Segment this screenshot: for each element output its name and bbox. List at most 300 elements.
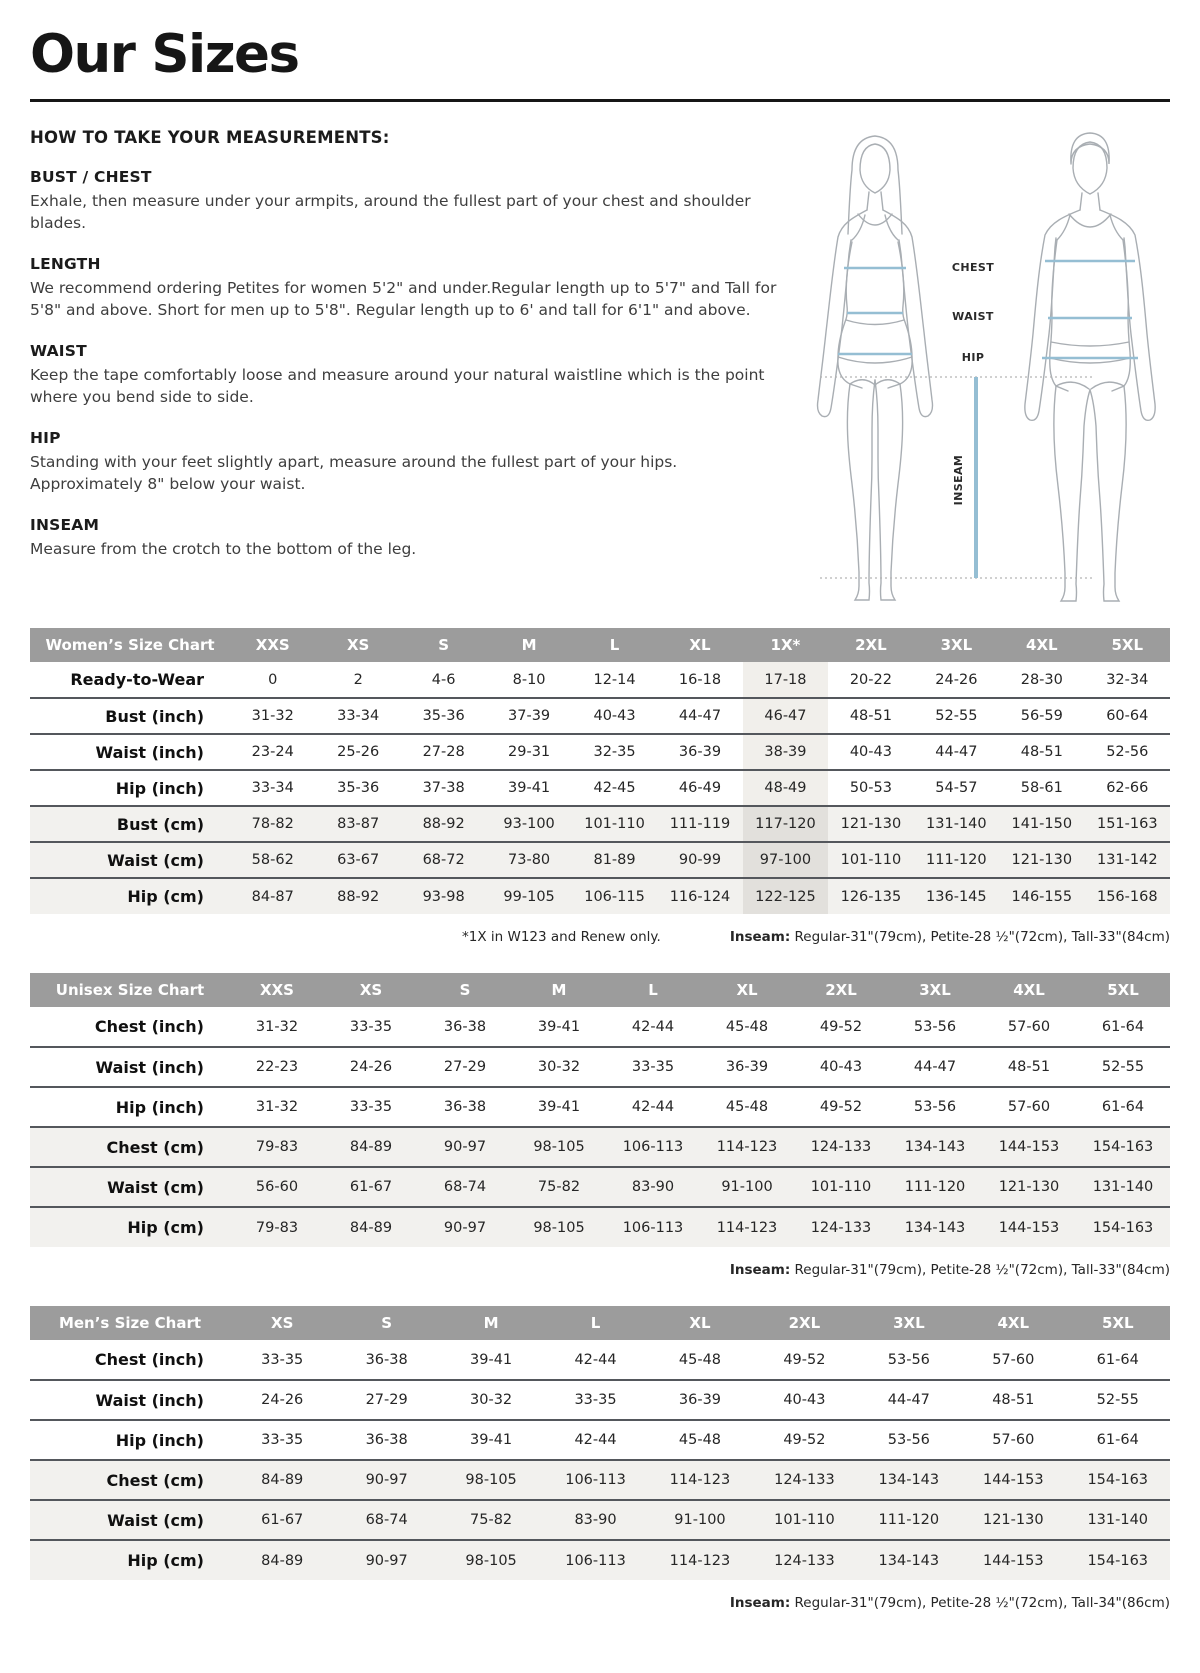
size-column-header: 2XL bbox=[794, 973, 888, 1007]
size-cell: 78-82 bbox=[230, 806, 315, 842]
size-cell: 98-105 bbox=[512, 1127, 606, 1167]
size-cell: 91-100 bbox=[648, 1500, 752, 1540]
size-cell: 35-36 bbox=[337, 780, 380, 796]
unisex-size-chart bbox=[30, 973, 1170, 1247]
size-cell: 90-97 bbox=[334, 1460, 438, 1500]
row-label: Ready-to-Wear bbox=[70, 670, 204, 689]
size-column-header: 4XL bbox=[982, 973, 1076, 1007]
size-cell: 73-80 bbox=[486, 842, 571, 878]
guide-section-length bbox=[30, 255, 788, 321]
size-cell: 144-153 bbox=[961, 1540, 1065, 1580]
size-cell: 49-52 bbox=[819, 1099, 863, 1115]
size-cell: 99-105 bbox=[486, 878, 571, 914]
row-label: Bust (cm) bbox=[30, 806, 230, 842]
size-cell: 91-100 bbox=[700, 1167, 794, 1207]
size-column-header: 2XL bbox=[752, 1306, 856, 1340]
size-cell: 24-26 bbox=[349, 1059, 393, 1075]
size-cell: 52-55 bbox=[935, 708, 978, 724]
size-column-header: M bbox=[439, 1306, 543, 1340]
size-cell: 42-44 bbox=[574, 1432, 617, 1448]
size-cell: 23-24 bbox=[251, 744, 294, 760]
size-cell: 60-64 bbox=[1106, 708, 1149, 724]
size-cell: 31-32 bbox=[251, 708, 294, 724]
size-cell: 68-74 bbox=[418, 1167, 512, 1207]
table-row bbox=[30, 734, 1170, 770]
size-cell: 121-130 bbox=[828, 806, 913, 842]
size-cell: 53-56 bbox=[913, 1099, 957, 1115]
size-cell: 33-35 bbox=[349, 1018, 393, 1035]
size-cell: 90-97 bbox=[418, 1127, 512, 1167]
size-cell: 141-150 bbox=[999, 806, 1084, 842]
size-cell: 44-47 bbox=[678, 708, 722, 724]
table-row bbox=[30, 1380, 1170, 1420]
mens-size-chart bbox=[30, 1306, 1170, 1580]
size-cell: 134-143 bbox=[857, 1540, 961, 1580]
size-cell: 42-44 bbox=[574, 1351, 617, 1368]
row-label: Chest (inch) bbox=[94, 1350, 204, 1369]
table-row bbox=[30, 1047, 1170, 1087]
size-cell: 39-41 bbox=[508, 780, 551, 796]
size-cell: 53-56 bbox=[887, 1432, 930, 1448]
size-cell: 33-34 bbox=[337, 708, 380, 724]
size-cell: 30-32 bbox=[470, 1392, 513, 1408]
inseam-note-text: Regular-31"(79cm), Petite-28 ½"(72cm), Tall-33"(84cm) bbox=[794, 929, 1170, 945]
size-cell: 48-51 bbox=[849, 708, 892, 724]
table-row bbox=[30, 1540, 1170, 1580]
size-cell: 36-38 bbox=[365, 1351, 408, 1368]
size-cell: 58-61 bbox=[1020, 780, 1063, 796]
size-column-header: L bbox=[543, 1306, 647, 1340]
size-cell: 83-87 bbox=[315, 806, 400, 842]
size-cell: 61-64 bbox=[1101, 1018, 1145, 1035]
size-cell: 27-28 bbox=[422, 744, 465, 760]
size-cell: 12-14 bbox=[593, 671, 636, 688]
womens-chart-footnotes bbox=[30, 929, 1170, 945]
measurement-instructions bbox=[30, 128, 788, 560]
size-cell: 106-113 bbox=[543, 1540, 647, 1580]
size-cell: 39-41 bbox=[470, 1351, 513, 1368]
section-title: LENGTH bbox=[30, 255, 101, 273]
size-column-header: 5XL bbox=[1085, 628, 1170, 662]
size-cell: 68-74 bbox=[334, 1500, 438, 1540]
size-cell: 79-83 bbox=[230, 1127, 324, 1167]
size-cell: 122-125 bbox=[743, 878, 828, 914]
table-row bbox=[30, 1500, 1170, 1540]
guide-section-inseam bbox=[30, 516, 788, 560]
size-column-header: S bbox=[334, 1306, 438, 1340]
row-label: Hip (cm) bbox=[30, 878, 230, 914]
size-column-header: XS bbox=[315, 628, 400, 662]
size-cell: 124-133 bbox=[794, 1127, 888, 1167]
body-measurement-illustration bbox=[792, 130, 1170, 610]
size-cell: 57-60 bbox=[1007, 1099, 1051, 1115]
row-label: Waist (inch) bbox=[95, 1390, 204, 1410]
size-cell: 101-110 bbox=[828, 842, 913, 878]
row-label: Hip (inch) bbox=[115, 1430, 204, 1450]
size-cell: 75-82 bbox=[512, 1167, 606, 1207]
size-cell: 45-48 bbox=[725, 1018, 769, 1035]
size-cell: 45-48 bbox=[678, 1432, 722, 1448]
inseam-note-label: Inseam: bbox=[729, 1595, 791, 1611]
size-column-header: XS bbox=[230, 1306, 334, 1340]
inseam-label: INSEAM bbox=[952, 454, 965, 506]
size-cell: 81-89 bbox=[572, 842, 657, 878]
size-cell: 90-97 bbox=[418, 1207, 512, 1247]
size-cell: 90-97 bbox=[334, 1540, 438, 1580]
size-cell: 56-59 bbox=[1020, 708, 1063, 724]
size-cell: 53-56 bbox=[887, 1351, 930, 1368]
size-column-header: XL bbox=[657, 628, 742, 662]
section-body: Keep the tape comfortably loose and measure around your natural waistline which is the point where you bend side to side. bbox=[30, 366, 765, 406]
size-cell: 84-89 bbox=[324, 1207, 418, 1247]
size-cell: 52-55 bbox=[1096, 1392, 1139, 1408]
size-cell: 61-64 bbox=[1101, 1099, 1145, 1115]
size-cell: 93-98 bbox=[401, 878, 486, 914]
row-label: Waist (inch) bbox=[95, 742, 204, 762]
size-cell: 154-163 bbox=[1076, 1127, 1170, 1167]
size-cell: 156-168 bbox=[1085, 878, 1170, 914]
table-title: Women’s Size Chart bbox=[30, 628, 230, 662]
size-cell: 40-43 bbox=[849, 744, 892, 760]
size-cell: 98-105 bbox=[439, 1460, 543, 1500]
size-cell: 37-39 bbox=[508, 708, 551, 724]
size-cell: 57-60 bbox=[992, 1432, 1035, 1448]
size-cell: 54-57 bbox=[935, 780, 978, 796]
size-cell: 48-49 bbox=[743, 770, 828, 806]
size-column-header: L bbox=[572, 628, 657, 662]
size-cell: 111-120 bbox=[914, 842, 999, 878]
size-cell: 22-23 bbox=[255, 1059, 299, 1075]
size-cell: 46-47 bbox=[743, 698, 828, 734]
size-cell: 79-83 bbox=[230, 1207, 324, 1247]
table-row bbox=[30, 1420, 1170, 1460]
inseam-note-text: Regular-31"(79cm), Petite-28 ½"(72cm), Tall-33"(84cm) bbox=[794, 1262, 1170, 1278]
size-cell: 36-39 bbox=[678, 1392, 722, 1408]
size-cell: 37-38 bbox=[422, 780, 465, 796]
size-cell: 30-32 bbox=[537, 1059, 581, 1075]
size-cell: 45-48 bbox=[725, 1099, 769, 1115]
size-cell: 111-120 bbox=[888, 1167, 982, 1207]
size-cell: 50-53 bbox=[849, 780, 892, 796]
table-row bbox=[30, 1127, 1170, 1167]
size-cell: 61-67 bbox=[230, 1500, 334, 1540]
section-body: We recommend ordering Petites for women 5'2" and under.Regular length up to 5'7" and Tall for 5'8" and above. Short for men up to 5'8". Regular length up to 6' and tall for 6'1" and above. bbox=[30, 279, 777, 319]
row-label: Chest (cm) bbox=[30, 1127, 230, 1167]
table-title: Unisex Size Chart bbox=[30, 973, 230, 1007]
size-cell: 131-142 bbox=[1085, 842, 1170, 878]
size-column-header: XS bbox=[324, 973, 418, 1007]
size-cell: 93-100 bbox=[486, 806, 571, 842]
size-cell: 33-35 bbox=[631, 1059, 675, 1075]
size-cell: 124-133 bbox=[752, 1460, 856, 1500]
size-cell: 32-35 bbox=[593, 744, 636, 760]
size-cell: 121-130 bbox=[999, 842, 1084, 878]
row-label: Bust (inch) bbox=[105, 706, 204, 726]
size-cell: 106-113 bbox=[606, 1127, 700, 1167]
size-cell: 144-153 bbox=[982, 1127, 1076, 1167]
size-cell: 154-163 bbox=[1066, 1460, 1171, 1500]
section-title: INSEAM bbox=[30, 516, 100, 534]
size-cell: 17-18 bbox=[743, 662, 828, 698]
section-body: Standing with your feet slightly apart, measure around the fullest part of your hips. Approximately 8" below your waist. bbox=[30, 453, 678, 493]
size-cell: 56-60 bbox=[230, 1167, 324, 1207]
size-cell: 57-60 bbox=[992, 1351, 1035, 1368]
size-cell: 131-140 bbox=[1076, 1167, 1170, 1207]
size-cell: 24-26 bbox=[935, 671, 978, 688]
size-cell: 39-41 bbox=[537, 1099, 581, 1115]
size-column-header: 4XL bbox=[999, 628, 1084, 662]
unisex-chart-footnotes bbox=[30, 1262, 1170, 1278]
size-cell: 36-38 bbox=[443, 1099, 487, 1115]
size-cell: 101-110 bbox=[572, 806, 657, 842]
section-body: Exhale, then measure under your armpits, around the fullest part of your chest and shoulder blades. bbox=[30, 192, 751, 232]
size-cell: 63-67 bbox=[315, 842, 400, 878]
size-column-header: 4XL bbox=[961, 1306, 1065, 1340]
size-cell: 48-51 bbox=[1020, 744, 1063, 760]
size-cell: 111-120 bbox=[857, 1500, 961, 1540]
unisex-inseam-note bbox=[730, 1262, 1170, 1278]
size-cell: 97-100 bbox=[743, 842, 828, 878]
size-column-header: M bbox=[486, 628, 571, 662]
size-column-header: XL bbox=[700, 973, 794, 1007]
size-cell: 111-119 bbox=[657, 806, 742, 842]
size-cell: 84-87 bbox=[230, 878, 315, 914]
row-label: Hip (inch) bbox=[115, 1097, 204, 1117]
chest-label: CHEST bbox=[951, 261, 995, 274]
size-cell: 106-113 bbox=[543, 1460, 647, 1500]
size-column-header: S bbox=[418, 973, 512, 1007]
size-cell: 101-110 bbox=[794, 1167, 888, 1207]
size-cell: 134-143 bbox=[857, 1460, 961, 1500]
size-cell: 8-10 bbox=[512, 671, 546, 688]
size-cell: 33-35 bbox=[349, 1099, 393, 1115]
size-cell: 25-26 bbox=[337, 744, 380, 760]
size-cell: 124-133 bbox=[794, 1207, 888, 1247]
measurement-lines bbox=[838, 261, 1138, 578]
size-cell: 24-26 bbox=[261, 1392, 304, 1408]
table-title: Men’s Size Chart bbox=[30, 1306, 230, 1340]
section-title: HIP bbox=[30, 429, 61, 447]
size-cell: 36-39 bbox=[678, 744, 722, 760]
size-cell: 101-110 bbox=[752, 1500, 856, 1540]
size-cell: 31-32 bbox=[255, 1099, 299, 1115]
size-cell: 32-34 bbox=[1106, 671, 1149, 688]
size-cell: 144-153 bbox=[982, 1207, 1076, 1247]
size-cell: 106-115 bbox=[572, 878, 657, 914]
size-cell: 33-35 bbox=[261, 1351, 304, 1368]
size-cell: 126-135 bbox=[828, 878, 913, 914]
row-label: Waist (cm) bbox=[30, 1500, 230, 1540]
size-cell: 131-140 bbox=[1066, 1500, 1171, 1540]
size-cell: 83-90 bbox=[606, 1167, 700, 1207]
size-cell: 44-47 bbox=[913, 1059, 957, 1075]
how-to-heading: HOW TO TAKE YOUR MEASUREMENTS: bbox=[30, 128, 390, 147]
table-row bbox=[30, 1087, 1170, 1127]
male-figure-outline bbox=[1025, 133, 1155, 601]
size-cell: 42-45 bbox=[593, 780, 636, 796]
size-column-header: 2XL bbox=[828, 628, 913, 662]
inseam-note-label: Inseam: bbox=[729, 1262, 791, 1278]
womens-1x-note: *1X in W123 and Renew only. bbox=[462, 929, 661, 945]
size-cell: 98-105 bbox=[512, 1207, 606, 1247]
size-cell: 44-47 bbox=[935, 744, 978, 760]
table-row bbox=[30, 878, 1170, 914]
size-cell: 42-44 bbox=[631, 1099, 675, 1115]
size-cell: 134-143 bbox=[888, 1127, 982, 1167]
measurement-diagram bbox=[788, 128, 1170, 610]
size-cell: 16-18 bbox=[678, 671, 722, 688]
size-cell: 49-52 bbox=[783, 1351, 826, 1368]
size-column-header: S bbox=[401, 628, 486, 662]
womens-size-chart bbox=[30, 628, 1170, 914]
female-figure-outline bbox=[818, 136, 933, 600]
size-column-header: XXS bbox=[230, 628, 315, 662]
size-cell: 84-89 bbox=[230, 1460, 334, 1500]
size-column-header: XXS bbox=[230, 973, 324, 1007]
table-row bbox=[30, 1007, 1170, 1047]
size-cell: 40-43 bbox=[593, 708, 636, 724]
size-cell: 151-163 bbox=[1085, 806, 1170, 842]
size-cell: 36-38 bbox=[365, 1432, 408, 1448]
size-cell: 68-72 bbox=[401, 842, 486, 878]
size-cell: 49-52 bbox=[783, 1432, 826, 1448]
table-row bbox=[30, 662, 1170, 698]
size-cell: 27-29 bbox=[443, 1059, 487, 1075]
size-cell: 88-92 bbox=[315, 878, 400, 914]
section-body: Measure from the crotch to the bottom of the leg. bbox=[30, 540, 417, 558]
section-title: BUST / CHEST bbox=[30, 168, 152, 186]
inseam-note-text: Regular-31"(79cm), Petite-28 ½"(72cm), Tall-34"(86cm) bbox=[794, 1595, 1170, 1611]
size-cell: 134-143 bbox=[888, 1207, 982, 1247]
size-cell: 38-39 bbox=[743, 734, 828, 770]
size-cell: 131-140 bbox=[914, 806, 999, 842]
row-label: Chest (inch) bbox=[94, 1017, 204, 1036]
row-label: Chest (cm) bbox=[30, 1460, 230, 1500]
size-cell: 35-36 bbox=[422, 708, 465, 724]
size-cell: 40-43 bbox=[783, 1392, 826, 1408]
size-cell: 39-41 bbox=[470, 1432, 513, 1448]
size-column-header: M bbox=[512, 973, 606, 1007]
size-cell: 58-62 bbox=[230, 842, 315, 878]
size-cell: 36-38 bbox=[443, 1018, 487, 1035]
size-cell: 0 bbox=[268, 671, 278, 688]
size-cell: 106-113 bbox=[606, 1207, 700, 1247]
size-cell: 27-29 bbox=[365, 1392, 408, 1408]
size-cell: 124-133 bbox=[752, 1540, 856, 1580]
size-cell: 84-89 bbox=[230, 1540, 334, 1580]
row-label: Waist (cm) bbox=[30, 1167, 230, 1207]
table-row bbox=[30, 1340, 1170, 1380]
womens-inseam-note bbox=[730, 929, 1170, 945]
mens-inseam-note bbox=[730, 1595, 1170, 1611]
table-row bbox=[30, 806, 1170, 842]
size-cell: 2 bbox=[353, 671, 363, 688]
size-cell: 61-64 bbox=[1096, 1432, 1139, 1448]
size-cell: 136-145 bbox=[914, 878, 999, 914]
size-cell: 53-56 bbox=[913, 1018, 957, 1035]
size-cell: 114-123 bbox=[700, 1127, 794, 1167]
size-cell: 31-32 bbox=[255, 1018, 299, 1035]
guide-section-hip bbox=[30, 429, 788, 495]
size-cell: 61-64 bbox=[1096, 1351, 1139, 1368]
size-cell: 83-90 bbox=[543, 1500, 647, 1540]
table-row bbox=[30, 1207, 1170, 1247]
size-cell: 114-123 bbox=[700, 1207, 794, 1247]
waist-label: WAIST bbox=[952, 310, 994, 323]
size-cell: 4-6 bbox=[431, 671, 456, 688]
size-cell: 114-123 bbox=[648, 1460, 752, 1500]
page-title: Our Sizes bbox=[30, 24, 299, 85]
table-row bbox=[30, 1460, 1170, 1500]
size-cell: 62-66 bbox=[1106, 780, 1149, 796]
guide-section-bust-chest bbox=[30, 168, 788, 234]
size-cell: 20-22 bbox=[849, 671, 892, 688]
size-cell: 52-56 bbox=[1106, 744, 1149, 760]
measurement-guide-section bbox=[30, 128, 1170, 610]
size-cell: 90-99 bbox=[657, 842, 742, 878]
table-row bbox=[30, 1167, 1170, 1207]
row-label: Hip (cm) bbox=[30, 1540, 230, 1580]
size-cell: 144-153 bbox=[961, 1460, 1065, 1500]
size-cell: 57-60 bbox=[1007, 1018, 1051, 1035]
size-cell: 39-41 bbox=[537, 1018, 581, 1035]
size-column-header: 1X* bbox=[743, 628, 828, 662]
size-cell: 84-89 bbox=[324, 1127, 418, 1167]
mens-chart-footnotes bbox=[30, 1595, 1170, 1611]
table-row bbox=[30, 842, 1170, 878]
size-cell: 42-44 bbox=[631, 1018, 675, 1035]
title-divider bbox=[30, 99, 1170, 102]
size-cell: 40-43 bbox=[819, 1059, 863, 1075]
size-cell: 121-130 bbox=[982, 1167, 1076, 1207]
size-column-header: 3XL bbox=[857, 1306, 961, 1340]
size-cell: 48-51 bbox=[1007, 1059, 1051, 1075]
size-cell: 49-52 bbox=[819, 1018, 863, 1035]
size-cell: 33-35 bbox=[574, 1392, 617, 1408]
size-column-header: 3XL bbox=[888, 973, 982, 1007]
hip-label: HIP bbox=[961, 351, 985, 364]
size-cell: 116-124 bbox=[657, 878, 742, 914]
row-label: Waist (inch) bbox=[95, 1057, 204, 1077]
size-cell: 28-30 bbox=[1020, 671, 1063, 688]
size-cell: 33-35 bbox=[261, 1432, 304, 1448]
size-cell: 48-51 bbox=[992, 1392, 1035, 1408]
size-cell: 36-39 bbox=[725, 1059, 769, 1075]
size-cell: 45-48 bbox=[678, 1351, 722, 1368]
size-cell: 117-120 bbox=[743, 806, 828, 842]
guide-section-waist bbox=[30, 342, 788, 408]
size-column-header: XL bbox=[648, 1306, 752, 1340]
inseam-note-label: Inseam: bbox=[729, 929, 791, 945]
size-cell: 114-123 bbox=[648, 1540, 752, 1580]
size-column-header: 5XL bbox=[1076, 973, 1170, 1007]
size-cell: 61-67 bbox=[324, 1167, 418, 1207]
size-cell: 44-47 bbox=[887, 1392, 930, 1408]
size-cell: 46-49 bbox=[678, 780, 722, 796]
table-row bbox=[30, 698, 1170, 734]
row-label: Waist (cm) bbox=[30, 842, 230, 878]
size-cell: 154-163 bbox=[1076, 1207, 1170, 1247]
size-cell: 52-55 bbox=[1101, 1059, 1145, 1075]
table-row bbox=[30, 770, 1170, 806]
size-cell: 29-31 bbox=[508, 744, 551, 760]
row-label: Hip (inch) bbox=[115, 778, 204, 798]
size-cell: 75-82 bbox=[439, 1500, 543, 1540]
size-column-header: 5XL bbox=[1066, 1306, 1171, 1340]
size-cell: 154-163 bbox=[1066, 1540, 1171, 1580]
size-column-header: 3XL bbox=[914, 628, 999, 662]
section-title: WAIST bbox=[30, 342, 87, 360]
